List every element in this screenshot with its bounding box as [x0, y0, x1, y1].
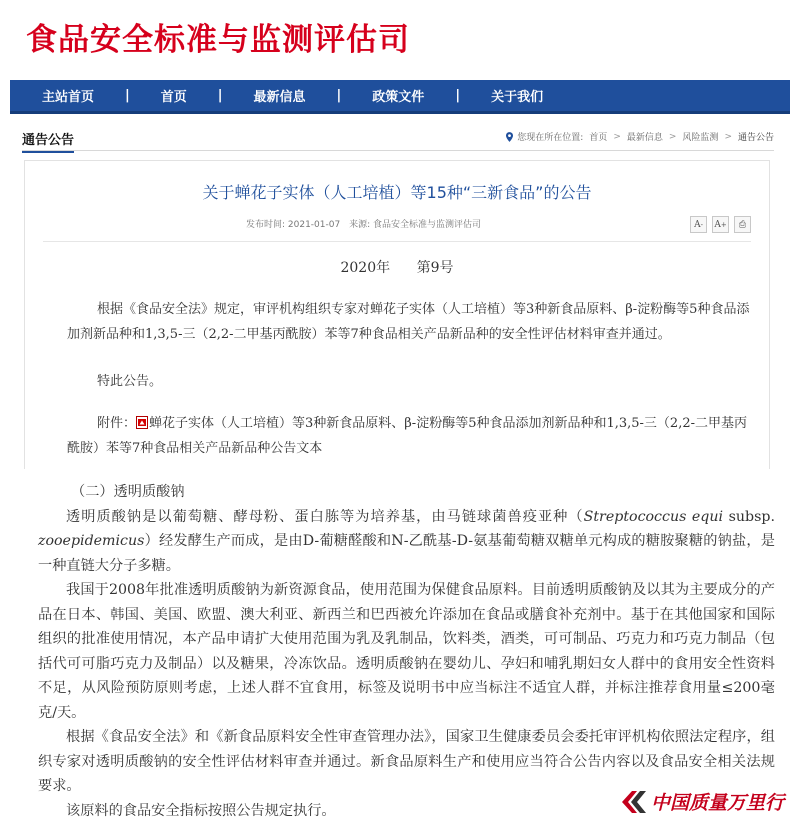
excerpt-paragraph: 我国于2008年批准透明质酸钠为新资源食品，使用范围为保健食品原料。目前透明质酸钠及以其为主要成分的产品在日本、韩国、美国、欧盟、澳大利亚、新西兰和巴西被允许添加在食品或膳食补充剂中。基于在其他国家和国际组织的批准使用情况，本产品申请扩大使用范围为乳及乳制品，饮料类，酒类，可可制品、巧克力和巧克力制品（包括代可可脂巧克力及制品）以及糖果，冷冻饮品。透明质酸钠在婴幼儿、孕妇和哺乳期妇女人群中的食用安全性资料不足，从风险预防原则考虑，上述人群不宜食用，标签及说明书中应当标注不适宜人群，并标注推荐食用量≤200毫克/天。 — [38, 582, 775, 721]
nav-separator: | — [125, 88, 130, 103]
species-name: Streptococcus equi — [583, 508, 724, 525]
watermark — [620, 788, 784, 815]
breadcrumb-latest-news[interactable]: 最新信息 — [626, 133, 663, 143]
watermark-logo-icon — [620, 789, 648, 815]
nav-item-main-home[interactable]: 主站首页 — [42, 90, 95, 105]
article-card — [24, 160, 770, 469]
excerpt-section — [38, 480, 775, 823]
plus-icon: + — [720, 220, 727, 229]
article-title: 关于蝉花子实体（人工培植）等15种“三新食品”的公告 — [202, 183, 592, 202]
site-title[interactable]: 食品安全标准与监测评估司 — [26, 22, 410, 58]
excerpt-text: 透明质酸钠是以葡萄糖、酵母粉、蛋白胨等为培养基，由马链球菌兽疫亚种（ — [66, 508, 584, 525]
article-closing: 特此公告。 — [97, 374, 163, 389]
nav-item-about-us[interactable]: 关于我们 — [491, 90, 544, 105]
article-meta — [246, 217, 481, 230]
breadcrumb — [506, 130, 774, 143]
nav-separator: | — [336, 88, 342, 103]
font-decrease-button[interactable] — [690, 216, 707, 233]
nav-separator: | — [217, 88, 223, 103]
subspecies-name: zooepidemicus — [38, 533, 145, 549]
excerpt-heading: （二）透明质酸钠 — [71, 484, 185, 500]
excerpt-paragraph: 根据《食品安全法》和《新食品原料安全性审查管理办法》，国家卫生健康委员会委托审评机构依照法定程序，组织专家对透明质酸钠的安全性评估材料审查并通过。新食品原料生产和使用应当符合公告内容以及食品安全相关法规要求。 — [38, 729, 775, 794]
article-tools — [690, 216, 751, 233]
breadcrumb-prefix: 您现在所在位置: — [517, 133, 584, 143]
print-button[interactable] — [734, 216, 751, 233]
article-paragraph: 根据《食品安全法》规定，审评机构组织专家对蝉花子实体（人工培植）等3种新食品原料、β-淀粉酶等5种食品添加剂新品种和1,3,5-三（2,2-二甲基丙酰胺）苯等7种食品相关产品新品种的安全性评估材料审查并通过。 — [67, 302, 750, 342]
excerpt-paragraph — [38, 505, 775, 579]
font-increase-button[interactable] — [712, 216, 729, 233]
document-year: 2020年 — [340, 260, 391, 276]
font-increase-label: A — [714, 219, 721, 230]
watermark-text: 中国质量万里行 — [651, 792, 785, 814]
attachment-link[interactable]: 蝉花子实体（人工培植）等3种新食品原料、β-淀粉酶等5种食品添加剂新品种和1,3,5-三（2,2-二甲基丙酰胺）苯等7种食品相关产品新品种公告文本 — [67, 416, 748, 456]
subsp-text: subsp. — [723, 508, 775, 525]
breadcrumb-separator: > — [613, 131, 621, 142]
document-number — [25, 257, 769, 277]
publish-date: 发布时间: 2021-01-07 — [246, 220, 341, 230]
document-issue: 第9号 — [416, 260, 454, 276]
nav-separator: | — [455, 88, 461, 103]
attachment-label: 附件： — [97, 416, 137, 431]
breadcrumb-separator: > — [724, 131, 732, 142]
attachment-paragraph — [67, 412, 757, 461]
nav-item-home[interactable]: 首页 — [160, 90, 187, 105]
location-pin-icon — [506, 132, 513, 142]
nav-item-policy-docs[interactable]: 政策文件 — [372, 90, 425, 105]
nav-item-latest-news[interactable]: 最新信息 — [253, 90, 306, 105]
pdf-icon — [136, 416, 148, 429]
excerpt-text: ）经发酵生产而成，是由D-葡糖醛酸和N-乙酰基-D-氨基葡萄糖双糖单元构成的糖胺聚糖的钠盐，是一种直链大分子多糖。 — [38, 533, 775, 574]
breadcrumb-home[interactable]: 首页 — [589, 133, 608, 143]
print-icon: ⎙ — [738, 219, 747, 230]
breadcrumb-current: 通告公告 — [737, 133, 774, 143]
article-source: 来源: 食品安全标准与监测评估司 — [349, 220, 481, 230]
main-nav — [10, 80, 790, 114]
section-header — [22, 126, 774, 151]
breadcrumb-risk-monitoring[interactable]: 风险监测 — [682, 133, 719, 143]
breadcrumb-separator: > — [668, 131, 677, 142]
section-title: 通告公告 — [22, 129, 74, 153]
excerpt-paragraph: 该原料的食品安全指标按照公告规定执行。 — [66, 802, 336, 819]
minus-icon: - — [700, 220, 703, 229]
font-decrease-label: A — [694, 219, 701, 230]
divider — [43, 241, 751, 242]
